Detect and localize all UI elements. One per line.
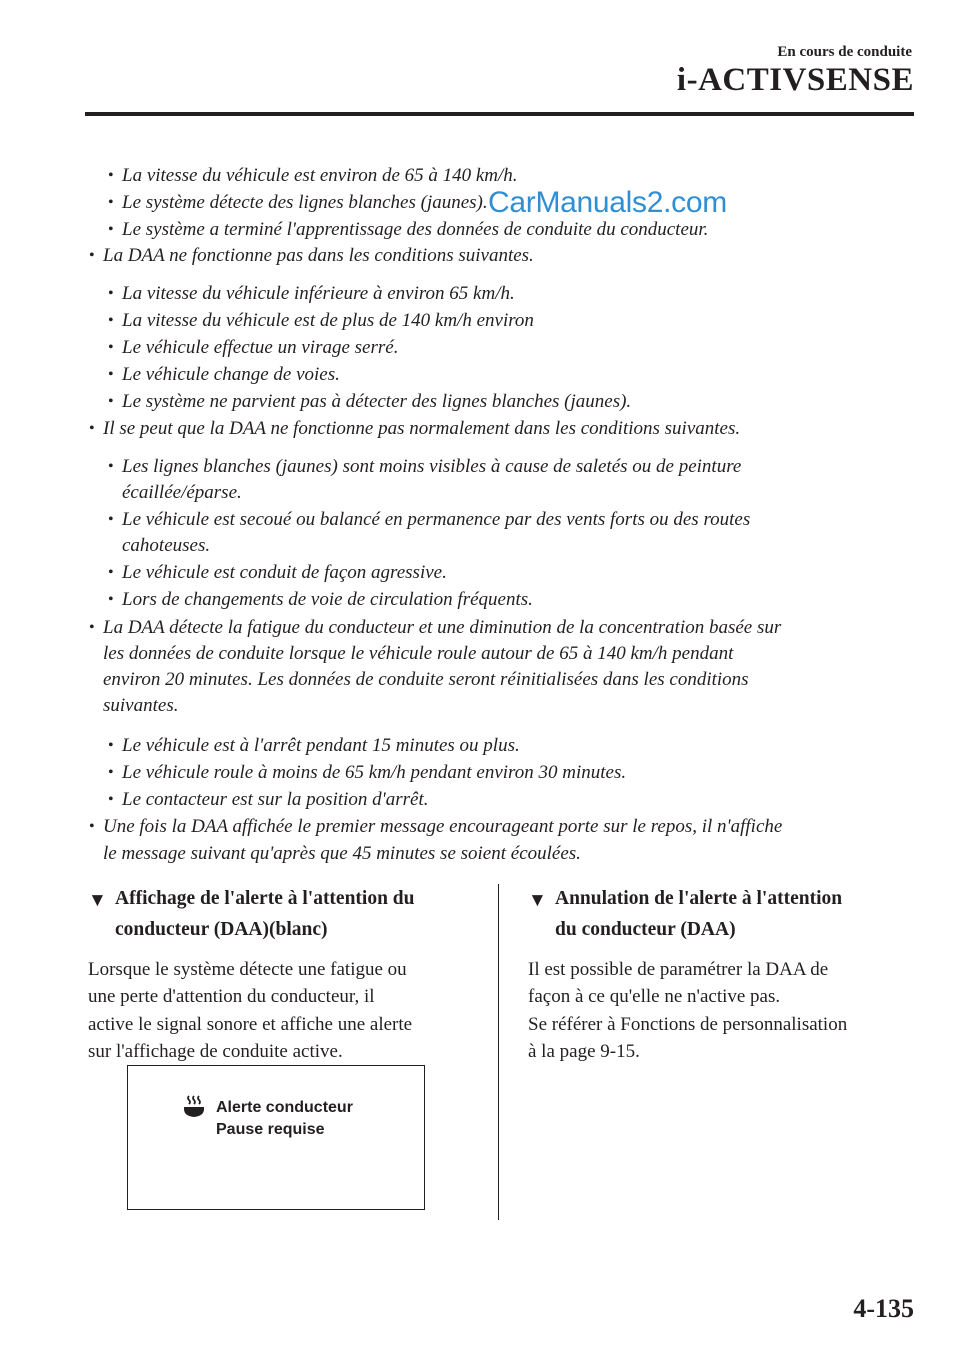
list-item: • La DAA ne fonctionne pas dans les conditions suivantes. xyxy=(89,245,534,266)
paragraph-line: à la page 9-15. xyxy=(528,1041,640,1062)
list-item-cont: suivantes. xyxy=(103,695,179,716)
list-item-cont: environ 20 minutes. Les données de conduite seront réinitialisées dans les conditions xyxy=(103,669,749,690)
triangle-down-icon: ▼ xyxy=(528,890,547,911)
coffee-cup-icon xyxy=(182,1094,208,1120)
list-item: • Les lignes blanches (jaunes) sont moins visibles à cause de saletés ou de peinture xyxy=(108,456,742,477)
list-item-cont: cahoteuses. xyxy=(122,535,211,556)
section-heading: Annulation de l'alerte à l'attention xyxy=(555,888,843,909)
header-section: En cours de conduite xyxy=(777,44,912,60)
paragraph-line: Il est possible de paramétrer la DAA de xyxy=(528,959,829,980)
list-item: • Le contacteur est sur la position d'arrêt. xyxy=(108,789,429,810)
list-item: • Il se peut que la DAA ne fonctionne pas normalement dans les conditions suivantes. xyxy=(89,418,741,439)
list-item: • Le véhicule est secoué ou balancé en permanence par des vents forts ou des routes xyxy=(108,509,751,530)
watermark: CarManuals2.com xyxy=(488,186,727,219)
list-item: • Le véhicule est conduit de façon agressive. xyxy=(108,562,447,583)
paragraph-line: Lorsque le système détecte une fatigue ou xyxy=(88,959,407,980)
list-item: • Le système ne parvient pas à détecter des lignes blanches (jaunes). xyxy=(108,391,632,412)
paragraph-line: une perte d'attention du conducteur, il xyxy=(88,986,375,1007)
list-item: • La vitesse du véhicule inférieure à environ 65 km/h. xyxy=(108,283,515,304)
header-rule xyxy=(85,112,914,116)
section-heading-cont: conducteur (DAA)(blanc) xyxy=(115,919,328,940)
column-divider xyxy=(498,884,499,1220)
list-item: • La DAA détecte la fatigue du conducteur et une diminution de la concentration basée sur xyxy=(89,617,782,638)
page-number: 4-135 xyxy=(853,1294,914,1323)
triangle-down-icon: ▼ xyxy=(88,890,107,911)
list-item: • Le véhicule est à l'arrêt pendant 15 minutes ou plus. xyxy=(108,735,520,756)
paragraph-line: façon à ce qu'elle ne n'active pas. xyxy=(528,986,781,1007)
alert-line-2: Pause requise xyxy=(216,1121,325,1138)
list-item: • Le système a terminé l'apprentissage des données de conduite du conducteur. xyxy=(108,219,709,240)
alert-line-1: Alerte conducteur xyxy=(216,1099,353,1116)
list-item: • Une fois la DAA affichée le premier message encourageant porte sur le repos, il n'affiche xyxy=(89,816,783,837)
list-item-cont: les données de conduite lorsque le véhicule roule autour de 65 à 140 km/h pendant xyxy=(103,643,734,664)
list-item: • Le véhicule effectue un virage serré. xyxy=(108,337,399,358)
paragraph-line: sur l'affichage de conduite active. xyxy=(88,1041,343,1062)
section-heading-cont: du conducteur (DAA) xyxy=(555,919,736,940)
list-item-cont: le message suivant qu'après que 45 minutes se soient écoulées. xyxy=(103,843,581,864)
header-title: i-ACTIVSENSE xyxy=(676,62,914,98)
list-item: • La vitesse du véhicule est de plus de 140 km/h environ xyxy=(108,310,534,331)
display-illustration xyxy=(127,1065,425,1210)
list-item: • Lors de changements de voie de circulation fréquents. xyxy=(108,589,533,610)
list-item: • Le système détecte des lignes blanches (jaunes). xyxy=(108,192,488,213)
list-item: • Le véhicule change de voies. xyxy=(108,364,340,385)
list-item: • La vitesse du véhicule est environ de 65 à 140 km/h. xyxy=(108,165,518,186)
section-heading: Affichage de l'alerte à l'attention du xyxy=(115,888,415,909)
list-item: • Le véhicule roule à moins de 65 km/h pendant environ 30 minutes. xyxy=(108,762,627,783)
list-item-cont: écaillée/éparse. xyxy=(122,482,242,503)
paragraph-line: active le signal sonore et affiche une alerte xyxy=(88,1014,413,1035)
paragraph-line: Se référer à Fonctions de personnalisation xyxy=(528,1014,848,1035)
